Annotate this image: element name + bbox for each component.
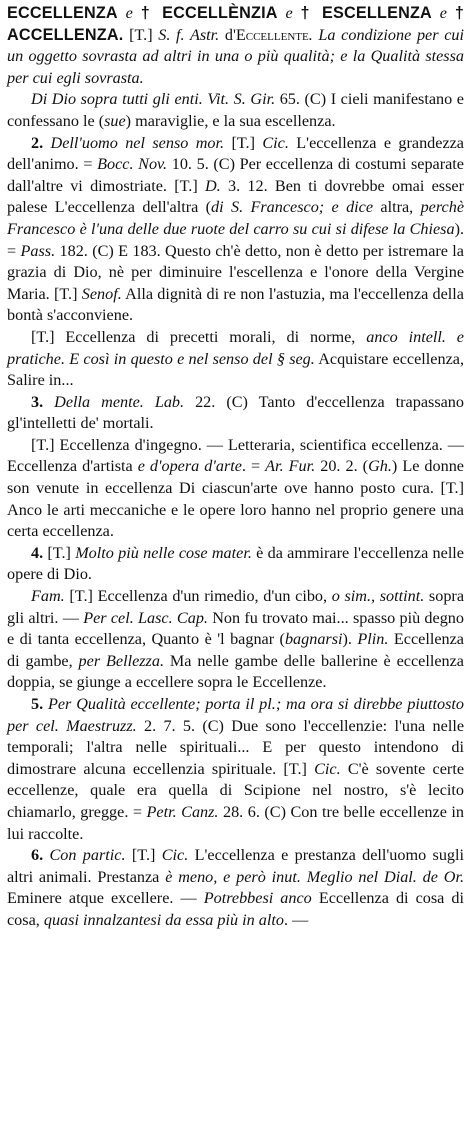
- source-mark: [T.]: [125, 846, 162, 865]
- author-abbrev: Pass.: [20, 241, 56, 260]
- citation-text: Ma nelle gambe delle ballerine è eccellenza doppia, se giunge a eccellere sopra le Eccellenze.: [7, 651, 464, 692]
- citation-text: L'eccellenza e grandezza dell'animo. =: [7, 133, 464, 174]
- sense-4: [7, 543, 464, 586]
- citation-text: ) Le donne son venute in eccellenza Di ciascun'arte ove hanno posto cura. [T.] Anco le arti meccaniche e le opere loro hanno nel proprio genere una certa eccellenza.: [7, 457, 464, 541]
- author-abbrev: Cic.: [161, 846, 189, 865]
- sense-label: Per Qualità eccellente; porta il pl.; ma ora si direbbe piuttosto per cel. Maestruzz.: [7, 695, 464, 735]
- sense-label: Della mente. Lab.: [43, 392, 185, 411]
- sense-number: 3.: [31, 392, 44, 411]
- usage-label: Fam.: [31, 587, 65, 606]
- citation-text: . —: [284, 910, 309, 929]
- definition-text: . La condizione per cui un oggetto sovrasta ad altri in una o più qualità; e la Qualità stessa per cui egli sovrasta.: [7, 25, 464, 87]
- headword-variant: † ACCELLENZA.: [7, 4, 465, 44]
- author-abbrev: Petr. Canz.: [146, 802, 219, 821]
- sense-number: 4.: [31, 543, 44, 562]
- grammar-label: S. f. Astr.: [158, 25, 220, 44]
- citation-text: Acquistare eccellenza, Salire in...: [7, 349, 464, 390]
- citation-text: [T.] Eccellenza di precetti morali, di norme,: [31, 327, 367, 346]
- sense-4-sub: [7, 586, 464, 694]
- sense-1: [7, 89, 464, 132]
- gloss-italic: è meno, e però inut. Meglio nel Dial. de Or.: [165, 867, 465, 886]
- gloss-italic: di S. Francesco; e dice: [211, 198, 374, 217]
- conjunction: e: [117, 4, 141, 22]
- sense-2: [7, 133, 464, 327]
- citation-text: 182. (C) E 183. Questo ch'è detto, non è detto per istremare la grazia di Dio, nè per diminuire l'escellenza e l'onore della Vergine Maria. [T.]: [7, 241, 464, 303]
- citation-text: Eccellenza di cosa di cosa,: [7, 889, 464, 929]
- sense-6: [7, 845, 464, 931]
- gloss-italic: per Bellezza.: [78, 651, 164, 670]
- sense-5: [7, 694, 464, 845]
- gloss-italic: anco intell. e pratiche. E così in questo e nel senso del § seg.: [7, 327, 464, 368]
- citation-text: 28. 6. (C) Con tre belle eccellenze in lui raccolte.: [7, 802, 464, 843]
- citation-text: Eccellenza di gambe,: [7, 630, 464, 670]
- conjunction: e: [277, 4, 301, 22]
- author-abbrev: Bocc. Nov.: [97, 155, 168, 174]
- gloss-italic: o sim., sottint.: [331, 587, 425, 606]
- citation-italic: sue: [104, 111, 126, 130]
- gloss-italic: perchè Francesco è l'una delle due ruote del carro su cui si difese la Chiesa: [7, 198, 465, 238]
- gloss-italic: bagnarsi: [284, 630, 343, 649]
- sense-label: Dell'uomo nel senso mor.: [43, 133, 225, 152]
- sense-label: Con partic.: [43, 846, 126, 865]
- sense-3: [7, 392, 464, 435]
- citation-text: L'eccellenza e prestanza dell'uomo sugli altri animali. Prestanza: [7, 846, 465, 886]
- source-mark: [T.]: [43, 543, 76, 562]
- sense-label: Molto più nelle cose mater.: [75, 543, 252, 562]
- author-abbrev: Cic.: [262, 133, 289, 152]
- sense-number: 2.: [31, 133, 44, 152]
- author-abbrev: Senof.: [81, 284, 122, 303]
- gloss-italic: quasi innalzantesi da essa più in alto: [43, 910, 284, 929]
- source-mark: [T.]: [224, 133, 263, 152]
- author-abbrev: Gh.: [368, 457, 392, 476]
- entry-headword-block: [7, 3, 464, 89]
- citation-text: ). =: [7, 219, 464, 260]
- citation-text: 22. (C) Tanto d'eccellenza trapassano gl'intelletti de' mortali.: [7, 392, 464, 433]
- citation-text: è da ammirare l'eccellenza nelle opere di Dio.: [7, 543, 464, 584]
- citation-text: 10. 5. (C) Per eccellenza di costumi separate dall'altre vi dimostriate. [T.]: [7, 155, 464, 195]
- citation-text: altra,: [373, 198, 421, 217]
- sense-number: 6.: [31, 846, 44, 865]
- source-mark: [T.]: [123, 25, 159, 44]
- headword: ECCELLENZA: [7, 4, 118, 22]
- citation-text: ) maraviglie, e la sua escellenza.: [125, 111, 336, 130]
- author-abbrev: Cic.: [314, 759, 341, 778]
- citation-text: Alla dignità di re non l'astuzia, ma l'eccellenza della bontà s'acconviene.: [7, 284, 464, 325]
- citation-text: [T.] Eccellenza d'ingegno. — Letteraria, scientifica eccellenza. — Eccellenza d'artista: [7, 435, 464, 476]
- citation-text: Non fu trovato mai... spasso più degno e di tanta eccellenza, Quanto è 'l bagnar (: [7, 608, 464, 649]
- citation-text: 3. 12. Ben ti dovrebbe omai esser palese L'eccellenza dell'altra (: [7, 176, 464, 217]
- gloss-italic: Potrebbesi anco: [203, 889, 312, 908]
- citation-text: 65. (C) I cieli manifestano e confessano le (: [7, 90, 464, 130]
- conjunction: e: [431, 4, 455, 22]
- author-abbrev: D.: [204, 176, 221, 195]
- gloss-italic: e d'opera d'arte: [137, 457, 242, 476]
- citation-text: C'è sovente certe eccellenze, quale era quella di Scipione nel nostro, s'è lecito chiamarlo, gregge. =: [7, 759, 465, 821]
- citation-text: Eminere atque excellere. —: [7, 889, 204, 908]
- sense-3-sub: [7, 435, 464, 543]
- citation-text: 2. 7. 5. (C) Due sono l'eccellenzie: l'una nelle temporali; l'altra nelle spirituali... E per questo intendono di dimostrare alcuna eccellenzia spirituale. [T.]: [7, 716, 464, 778]
- headword-variant: † ESCELLENZA: [300, 4, 432, 22]
- etymology-word: Eccellente: [235, 25, 309, 44]
- author-abbrev: Per cel. Lasc. Cap.: [83, 608, 208, 627]
- sense-text: Di Dio sopra tutti gli enti. Vit. S. Gir.: [31, 90, 276, 109]
- citation-text: sopra gli altri. —: [7, 587, 464, 627]
- author-abbrev: Ar. Fur.: [265, 457, 316, 476]
- headword-variant: † ECCELLÈNZIA: [140, 4, 278, 22]
- sense-number: 5.: [31, 695, 44, 713]
- citation-text: ).: [342, 630, 358, 649]
- etymology-prefix: d': [219, 25, 236, 44]
- citation-text: [T.] Eccellenza d'un rimedio, d'un cibo,: [64, 587, 332, 606]
- author-abbrev: Plin.: [357, 630, 389, 649]
- sense-2-sub: [7, 327, 464, 392]
- citation-text: . =: [241, 457, 266, 476]
- citation-text: 20. 2. (: [315, 457, 369, 476]
